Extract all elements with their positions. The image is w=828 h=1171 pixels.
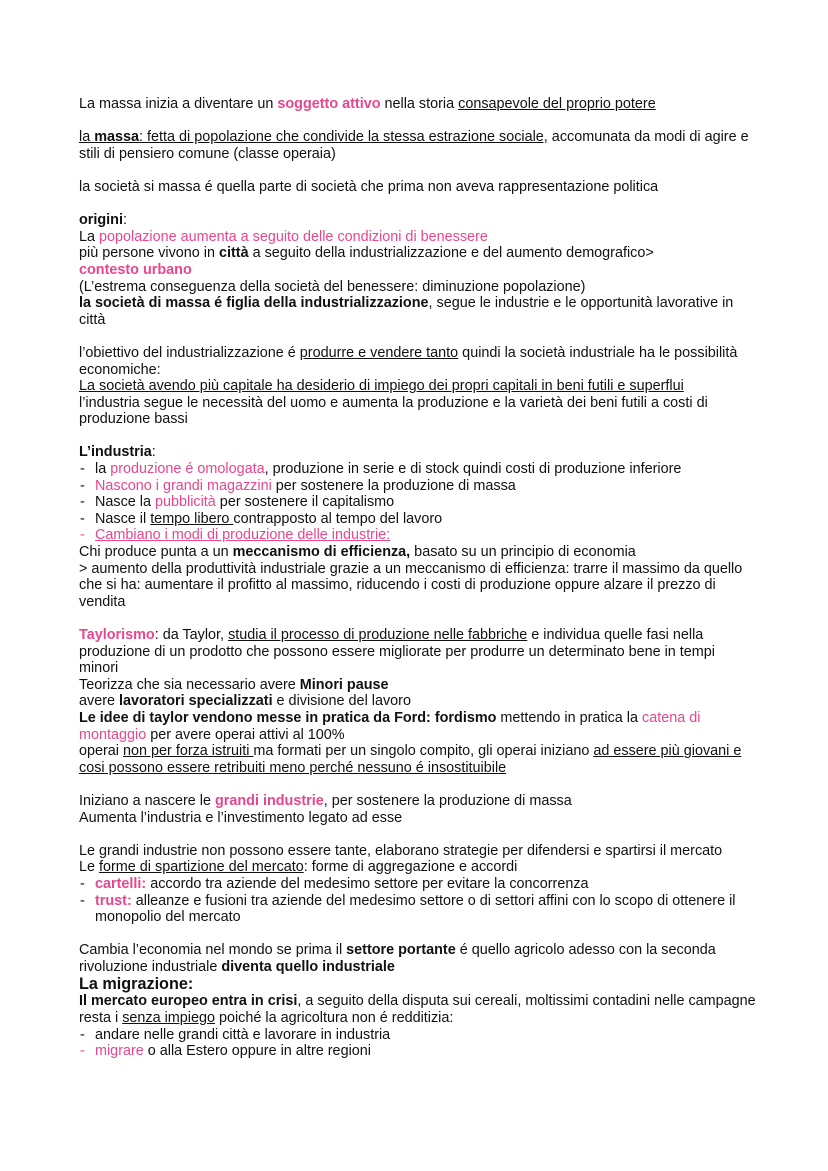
taylorismo-line-5: operai non per forza istruiti ma formati per un singolo compito, gli operai iniziano ad essere più giovani e cosi possono essere retribuiti meno perché nessuno é insostituibile <box>79 743 742 776</box>
industria-efficiency: Chi produce punta a un meccanismo di efficienza, basato su un principio di economia <box>79 544 636 561</box>
grandi-industrie-section <box>79 793 758 826</box>
massa-definition <box>79 129 758 162</box>
migrazione-heading: La migrazione: <box>79 975 194 994</box>
industria-productivity: > aumento della produttività industriale grazie a un meccanismo di efficienza: trarre il massimo da quello che si ha: aumentare il profitto al massimo, riducendo i costi di produzione oppure alzare il prezzo di vendita <box>79 560 743 610</box>
mercato-line-2: Le forme di spartizione del mercato: forme di aggregazione e accordi <box>79 859 518 876</box>
industria-section <box>79 444 758 610</box>
origini-line-1: La popolazione aumenta a seguito delle condizioni di benessere <box>79 228 488 245</box>
mercato-list <box>79 876 758 926</box>
list-item: - Nascono i grandi magazzini per sostenere la produzione di massa <box>79 478 758 495</box>
origini-line-3: contesto urbano <box>79 261 192 278</box>
underlined-text: consapevole del proprio potere <box>458 96 656 112</box>
grandi-line-1: Iniziano a nascere le grandi industrie, per sostenere la produzione di massa <box>79 792 572 809</box>
obiettivo-line-2: La società avendo più capitale ha desiderio di impiego dei propri capitali in beni futili e superflui <box>79 378 684 395</box>
origini-section <box>79 212 758 328</box>
text: nella storia <box>380 96 459 112</box>
list-item: - andare nelle grandi città e lavorare in industria <box>79 1027 758 1044</box>
taylorismo-intro: Taylorismo: da Taylor, studia il processo di produzione nelle fabbriche e individua quelle fasi nella produzione di un prodotto che possono essere migliorate per produrre un determinato bene in tempi minori <box>79 627 715 677</box>
underlined-text: la massa: fetta di popolazione che condivide la stessa estrazione sociale, <box>79 129 548 146</box>
origini-line-5: la società di massa é figlia della industrializzazione, segue le industrie e le opportunità lavorative in città <box>79 295 734 328</box>
industria-list <box>79 461 758 544</box>
taylorismo-line-2: Teorizza che sia necessario avere Minori pause <box>79 676 389 693</box>
economia-paragraph: Cambia l’economia nel mondo se prima il settore portante é quello agricolo adesso con la seconda rivoluzione industriale diventa quello industriale <box>79 942 716 975</box>
text: La massa inizia a diventare un <box>79 96 278 112</box>
list-item: - trust: alleanze e fusioni tra aziende del medesimo settore o di settori affini con lo scopo di ottenere il monopolio del mercato <box>79 893 758 926</box>
taylorismo-section <box>79 627 758 776</box>
mercato-line-1: Le grandi industrie non possono essere tante, elaborano strategie per difendersi e spartirsi il mercato <box>79 842 723 859</box>
mercato-section <box>79 843 758 926</box>
list-item: - la produzione é omologata, produzione in serie e di stock quindi costi di produzione inferiore <box>79 461 758 478</box>
list-item: - Nasce la pubblicità per sostenere il capitalismo <box>79 494 758 511</box>
taylorismo-line-3: avere lavoratori specializzati e divisione del lavoro <box>79 693 411 710</box>
origini-line-2: più persone vivono in città a seguito della industrializzazione e del aumento demografico> <box>79 245 654 262</box>
society-paragraph: la società si massa é quella parte di società che prima non aveva rappresentazione politica <box>79 178 659 195</box>
obiettivo-section <box>79 345 758 428</box>
migrazione-section <box>79 975 758 1059</box>
obiettivo-line-3: l’industria segue le necessità del uomo e aumenta la produzione e la varietà dei beni futili a costi di produzione bassi <box>79 394 708 428</box>
intro-paragraph <box>79 96 758 113</box>
migrazione-line-1: Il mercato europeo entra in crisi, a seguito della disputa sui cereali, moltissimi contadini nelle campagne resta i senza impiego poiché la agricoltura non é redditizia: <box>79 993 756 1027</box>
list-item: - migrare o alla Estero oppure in altre regioni <box>79 1043 758 1060</box>
migrazione-list <box>79 1027 758 1060</box>
list-item: - Cambiano i modi di produzione delle industrie: <box>79 527 758 544</box>
taylorismo-line-4: Le idee di taylor vendono messe in pratica da Ford: fordismo mettendo in pratica la catena di montaggio per avere operai attivi al 100% <box>79 709 701 743</box>
industria-heading: L’industria: <box>79 444 156 461</box>
text: accomunata da modi di agire e stili di pensiero comune (classe operaia) <box>79 129 749 162</box>
highlight-text: soggetto attivo <box>277 96 381 112</box>
origini-line-4: (L’estrema conseguenza della società del benessere: diminuzione popolazione) <box>79 278 586 295</box>
grandi-line-2: Aumenta l’industria e l’investimento legato ad esse <box>79 809 403 826</box>
origini-heading: origini: <box>79 212 127 229</box>
list-item: - Nasce il tempo libero contrapposto al tempo del lavoro <box>79 511 758 528</box>
list-item: - cartelli: accordo tra aziende del medesimo settore per evitare la concorrenza <box>79 876 758 893</box>
obiettivo-line-1: l’obiettivo del industrializzazione é produrre e vendere tanto quindi la società industriale ha le possibilità economiche: <box>79 344 738 378</box>
